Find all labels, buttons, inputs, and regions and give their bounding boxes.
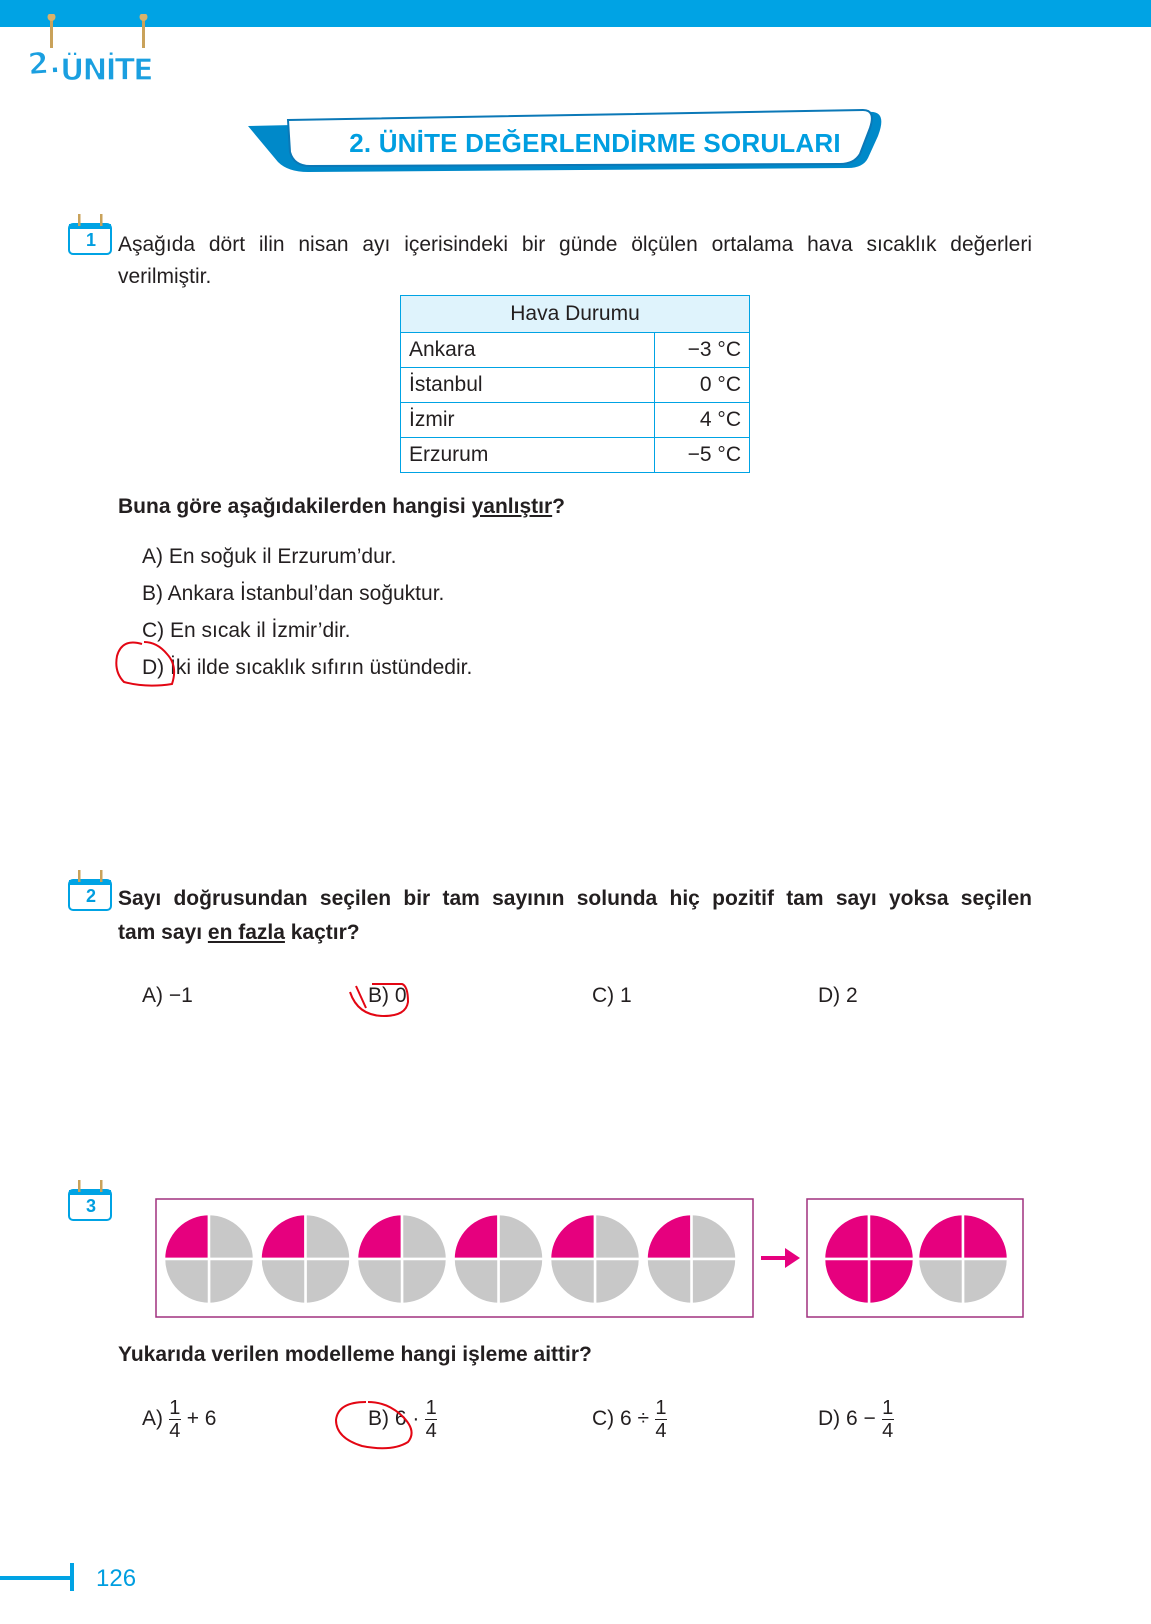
empty-quarter xyxy=(357,1259,402,1304)
fraction-circle xyxy=(647,1214,737,1304)
fraction: $\frac{1}{4}$ xyxy=(425,1397,437,1442)
temp-cell: −3 °C xyxy=(655,333,750,368)
shaded-quarter xyxy=(647,1214,692,1259)
q2-option-c[interactable]: C) 1 xyxy=(592,984,632,1007)
empty-quarter xyxy=(164,1259,209,1304)
question-number-badge xyxy=(68,868,114,912)
fraction-circle xyxy=(164,1214,254,1304)
empty-quarter xyxy=(692,1214,737,1259)
question-number: 2 xyxy=(85,886,96,906)
table-row xyxy=(401,438,750,473)
q3-option-c[interactable]: C) 6 ÷ $\frac{1}{4}$ xyxy=(592,1397,667,1442)
arrow-icon xyxy=(785,1248,800,1268)
fraction-circle xyxy=(550,1214,640,1304)
table-row xyxy=(401,403,750,438)
shaded-quarter xyxy=(454,1214,499,1259)
q1-stem-line2: verilmiştir. xyxy=(118,265,212,288)
empty-quarter xyxy=(595,1259,640,1304)
page-title: 2. ÜNİTE DEĞERLENDİRME SORULARI xyxy=(349,128,841,158)
svg-text:ÜNİTE: ÜNİTE xyxy=(60,53,152,88)
page-footer-bar xyxy=(0,1576,72,1580)
empty-quarter xyxy=(647,1259,692,1304)
city-cell: İzmir xyxy=(401,403,655,438)
q1-option-a[interactable]: A) En soğuk il Erzurum’dur. xyxy=(142,545,397,568)
empty-quarter xyxy=(499,1259,544,1304)
temp-cell: 4 °C xyxy=(655,403,750,438)
empty-quarter xyxy=(963,1259,1008,1304)
fraction-circle xyxy=(824,1214,914,1304)
shaded-quarter xyxy=(357,1214,402,1259)
q2-option-b[interactable]: B) 0 xyxy=(368,984,407,1007)
table-row xyxy=(401,368,750,403)
shaded-quarter xyxy=(550,1214,595,1259)
temp-cell: 0 °C xyxy=(655,368,750,403)
fraction-circle xyxy=(454,1214,544,1304)
table-row xyxy=(401,333,750,368)
fraction: $\frac{1}{4}$ xyxy=(882,1397,894,1442)
page-number: 126 xyxy=(96,1565,137,1592)
empty-quarter xyxy=(306,1259,351,1304)
q1-option-c[interactable]: C) En sıcak il İzmir’dir. xyxy=(142,619,351,642)
q3-option-b[interactable]: B) 6 · $\frac{1}{4}$ xyxy=(368,1397,437,1442)
q2-option-d[interactable]: D) 2 xyxy=(818,984,858,1007)
q1-option-b[interactable]: B) Ankara İstanbul’dan soğuktur. xyxy=(142,582,445,605)
q1-option-d[interactable]: D) İki ilde sıcaklık sıfırın üstündedir. xyxy=(142,656,473,679)
empty-quarter xyxy=(261,1259,306,1304)
empty-quarter xyxy=(209,1214,254,1259)
city-cell: İstanbul xyxy=(401,368,655,403)
empty-quarter xyxy=(595,1214,640,1259)
fraction-model xyxy=(155,1198,1025,1320)
q2-option-a[interactable]: A) −1 xyxy=(142,984,193,1007)
empty-quarter xyxy=(499,1214,544,1259)
page-footer-tick xyxy=(70,1563,74,1591)
q3-question: Yukarıda verilen modelleme hangi işleme aittir? xyxy=(118,1343,592,1366)
svg-text:2.: 2. xyxy=(26,45,62,83)
empty-quarter xyxy=(402,1259,447,1304)
shaded-quarter xyxy=(824,1259,869,1304)
weather-table xyxy=(400,295,750,473)
q1-stem-line1: Aşağıda dört ilin nisan ayı içerisindeki bir günde ölçülen ortalama hava sıcaklık değerleri xyxy=(118,233,1032,256)
empty-quarter xyxy=(454,1259,499,1304)
fraction-circle xyxy=(261,1214,351,1304)
empty-quarter xyxy=(550,1259,595,1304)
shaded-quarter xyxy=(261,1214,306,1259)
shaded-quarter xyxy=(963,1214,1008,1259)
fraction: $\frac{1}{4}$ xyxy=(169,1397,181,1442)
shaded-quarter xyxy=(824,1214,869,1259)
q1-question: Buna göre aşağıdakilerden hangisi yanlıştır? xyxy=(118,495,565,518)
city-cell: Ankara xyxy=(401,333,655,368)
question-number: 1 xyxy=(85,230,96,250)
empty-quarter xyxy=(402,1214,447,1259)
shaded-quarter xyxy=(869,1214,914,1259)
shaded-quarter xyxy=(869,1259,914,1304)
unit-badge-logo xyxy=(24,14,174,94)
fraction-circle xyxy=(918,1214,1008,1304)
q3-option-a[interactable]: A) $\frac{1}{4}$ + 6 xyxy=(142,1397,217,1442)
fraction: $\frac{1}{4}$ xyxy=(655,1397,667,1442)
q2-stem-line2: tam sayı en fazla kaçtır? xyxy=(118,921,360,944)
fraction-circle xyxy=(357,1214,447,1304)
question-number: 3 xyxy=(85,1196,96,1216)
question-number-badge xyxy=(68,212,114,256)
q2-stem-line1: Sayı doğrusundan seçilen bir tam sayının solunda hiç pozitif tam sayı yoksa seçilen xyxy=(118,887,1032,910)
temp-cell: −5 °C xyxy=(655,438,750,473)
empty-quarter xyxy=(692,1259,737,1304)
table-header: Hava Durumu xyxy=(401,296,750,333)
empty-quarter xyxy=(209,1259,254,1304)
empty-quarter xyxy=(306,1214,351,1259)
shaded-quarter xyxy=(918,1214,963,1259)
q3-option-d[interactable]: D) 6 − $\frac{1}{4}$ xyxy=(818,1397,894,1442)
city-cell: Erzurum xyxy=(401,438,655,473)
empty-quarter xyxy=(918,1259,963,1304)
shaded-quarter xyxy=(164,1214,209,1259)
question-number-badge xyxy=(68,1178,114,1222)
